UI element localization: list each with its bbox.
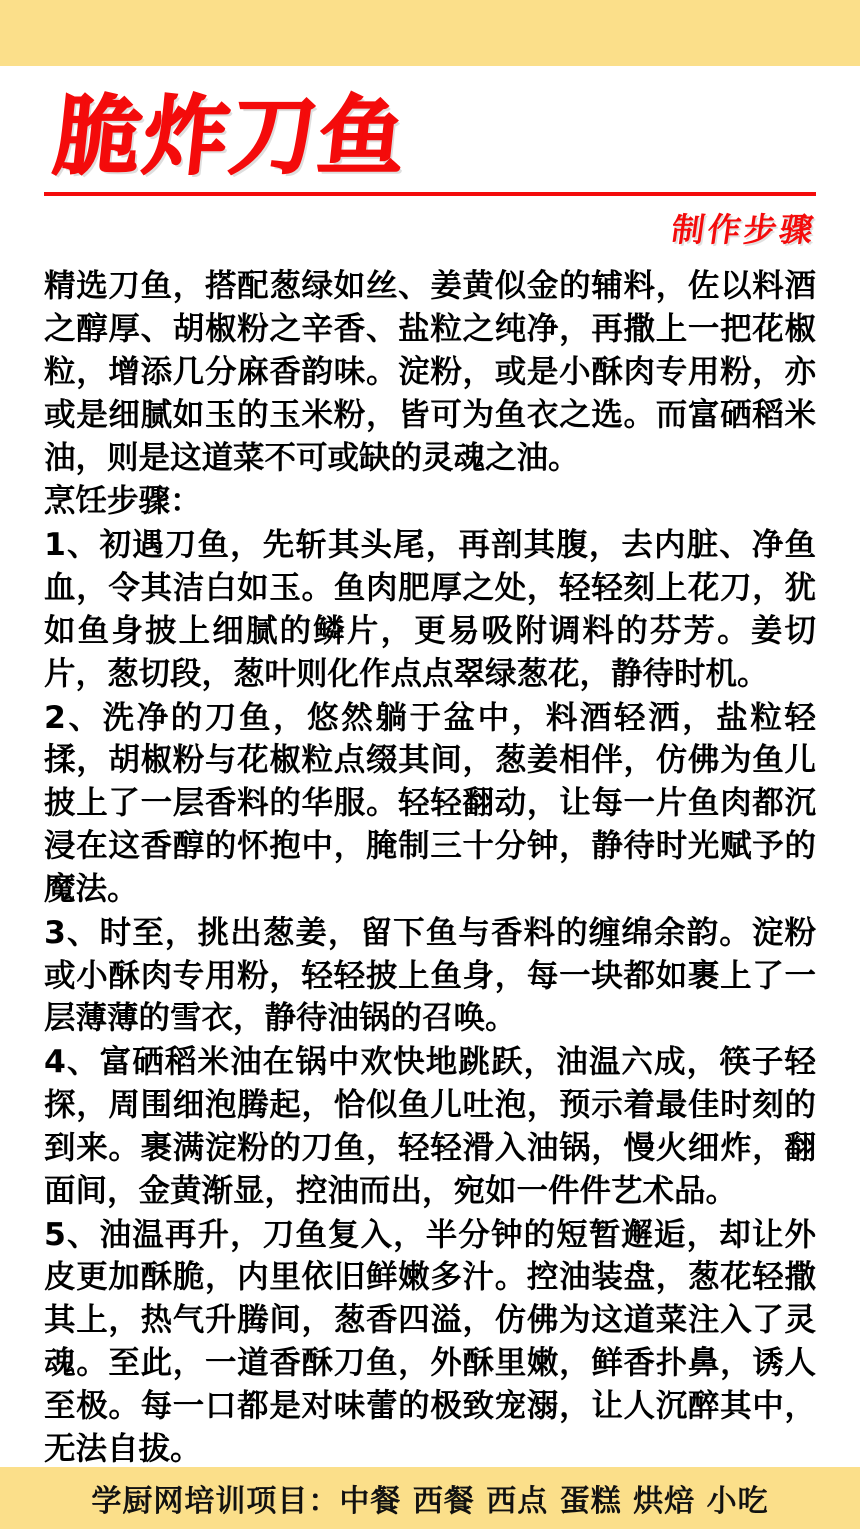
poster-body <box>0 66 860 1467</box>
step-paragraph: 2、洗净的刀鱼，悠然躺于盆中，料酒轻洒，盐粒轻揉，胡椒粉与花椒粒点缀其间，葱姜相伴，仿佛为鱼儿披上了一层香料的华服。轻轻翻动，让每一片鱼肉都沉浸在这香醇的怀抱中，腌制三十分钟，静待时光赋予的魔法。 <box>44 699 816 907</box>
top-decorative-band <box>0 0 860 66</box>
step-paragraph: 4、富硒稻米油在锅中欢快地跳跃，油温六成，筷子轻探，周围细泡腾起，恰似鱼儿吐泡，预示着最佳时刻的到来。裹满淀粉的刀鱼，轻轻滑入油锅，慢火细炸，翻面间，金黄渐显，控油而出，宛如一件件艺术品。 <box>44 1044 816 1209</box>
intro-paragraph: 精选刀鱼，搭配葱绿如丝、姜黄似金的辅料，佐以料酒之醇厚、胡椒粉之辛香、盐粒之纯净，再撒上一把花椒粒，增添几分麻香韵味。淀粉，或是小酥肉专用粉，亦或是细腻如玉的玉米粉，皆可为鱼衣之选。而富硒稻米油，则是这道菜不可或缺的灵魂之油。 <box>44 268 816 476</box>
step-paragraph: 5、油温再升，刀鱼复入，半分钟的短暂邂逅，却让外皮更加酥脆，内里依旧鲜嫩多汁。控油装盘，葱花轻撒其上，热气升腾间，葱香四溢，仿佛为这道菜注入了灵魂。至此，一道香酥刀鱼，外酥里嫩，鲜香扑鼻，诱人至极。每一口都是对味蕾的极致宠溺，让人沉醉其中，无法自拔。 <box>44 1216 816 1467</box>
step-paragraph: 3、时至，挑出葱姜，留下鱼与香料的缠绵余韵。淀粉或小酥肉专用粉，轻轻披上鱼身，每一块都如裹上了一层薄薄的雪衣，静待油锅的召唤。 <box>44 914 816 1037</box>
page-title: 脆炸刀鱼 <box>49 87 413 187</box>
steps-heading: 烹饪步骤： <box>44 483 202 520</box>
page-subtitle: 制作步骤 <box>668 210 819 250</box>
footer-band <box>0 1467 860 1529</box>
subtitle-row <box>44 204 819 251</box>
recipe-content <box>44 265 816 1471</box>
step-paragraph: 1、初遇刀鱼，先斩其头尾，再剖其腹，去内脏、净鱼血，令其洁白如玉。鱼肉肥厚之处，轻轻刻上花刀，犹如鱼身披上细腻的鳞片，更易吸附调料的芬芳。姜切片，葱切段，葱叶则化作点点翠绿葱花，静待时机。 <box>44 527 816 692</box>
title-block <box>44 87 819 251</box>
footer-text: 学厨网培训项目：中餐 西餐 西点 蛋糕 烘焙 小吃 <box>91 1484 769 1519</box>
title-divider <box>44 192 816 196</box>
